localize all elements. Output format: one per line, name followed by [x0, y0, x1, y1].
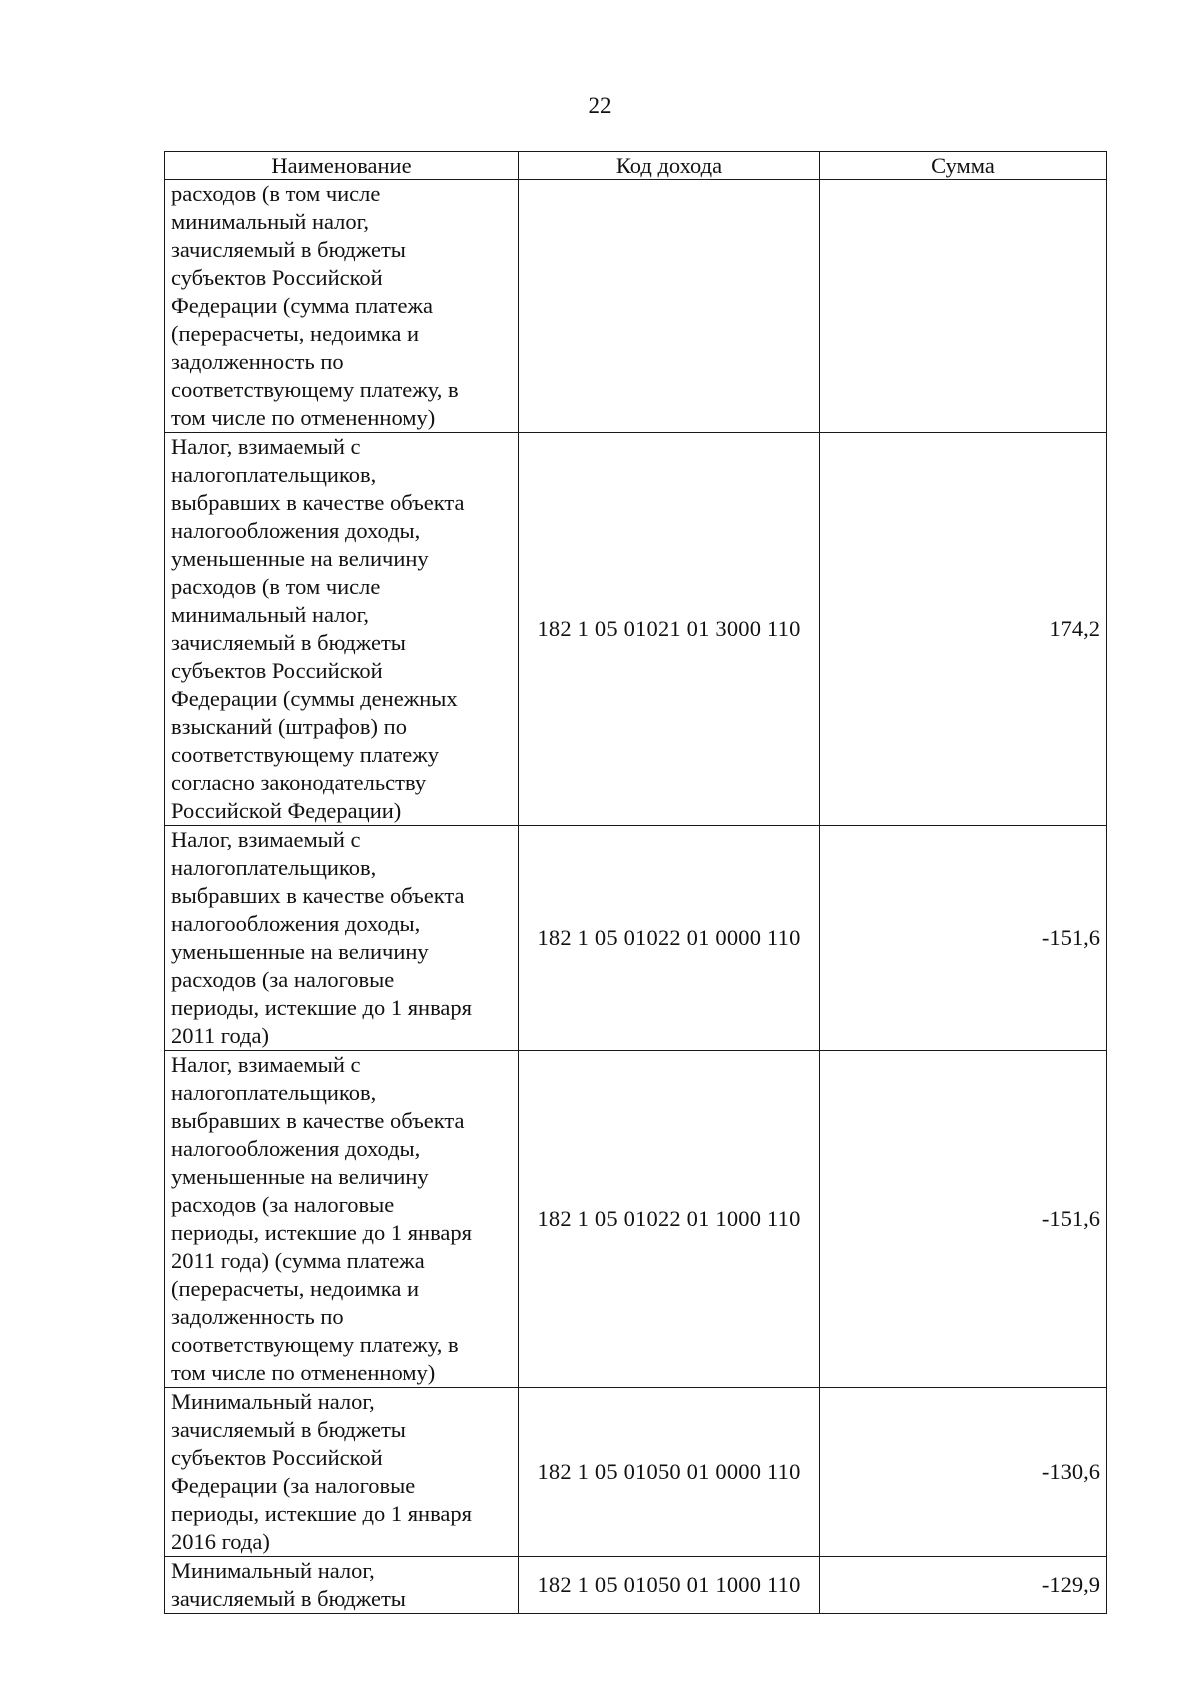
name-line: уменьшенные на величину: [171, 546, 429, 571]
name-line: Федерации (сумма платежа: [171, 293, 433, 318]
name-line: субъектов Российской: [171, 1445, 383, 1470]
name-line: Федерации (за налоговые: [171, 1473, 416, 1498]
name-line: том числе по отмененному): [171, 405, 436, 430]
name-line: расходов (в том числе: [171, 181, 381, 206]
table-row: [165, 180, 1107, 433]
sum-cell: [820, 180, 1107, 433]
name-cell: [165, 433, 519, 826]
name-line: налогоплательщиков,: [171, 1080, 377, 1105]
name-cell: [165, 180, 519, 433]
name-line: выбравших в качестве объекта: [171, 1108, 465, 1133]
sum-cell: -151,6: [820, 826, 1107, 1051]
name-line: 2011 года) (сумма платежа: [171, 1248, 425, 1273]
name-line: Минимальный налог,: [171, 1389, 375, 1414]
name-line: налогоплательщиков,: [171, 462, 377, 487]
code-cell: [519, 180, 820, 433]
header-sum: Сумма: [820, 152, 1107, 180]
name-line: задолженность по: [171, 349, 344, 374]
name-line: Налог, взимаемый с: [171, 434, 361, 459]
code-cell: 182 1 05 01022 01 1000 110: [519, 1051, 820, 1388]
name-line: минимальный налог,: [171, 602, 369, 627]
name-line: расходов (за налоговые: [171, 967, 395, 992]
table-header-row: [165, 152, 1107, 180]
name-line: Минимальный налог,: [171, 1558, 375, 1583]
name-line: том числе по отмененному): [171, 1360, 436, 1385]
name-line: согласно законодательству: [171, 770, 427, 795]
name-line: (перерасчеты, недоимка и: [171, 1276, 419, 1301]
name-line: Налог, взимаемый с: [171, 1052, 361, 1077]
name-line: налогообложения доходы,: [171, 518, 421, 543]
name-line: периоды, истекшие до 1 января: [171, 1220, 472, 1245]
name-line: Налог, взимаемый с: [171, 827, 361, 852]
name-line: уменьшенные на величину: [171, 939, 429, 964]
page-number: 22: [588, 93, 612, 118]
table-row: [165, 1557, 1107, 1614]
name-cell: [165, 1388, 519, 1557]
name-line: субъектов Российской: [171, 658, 383, 683]
table-row: [165, 1388, 1107, 1557]
name-line: задолженность по: [171, 1304, 344, 1329]
name-line: налогообложения доходы,: [171, 1136, 421, 1161]
name-line: соответствующему платежу: [171, 742, 440, 767]
name-line: налогообложения доходы,: [171, 911, 421, 936]
code-cell: 182 1 05 01021 01 3000 110: [519, 433, 820, 826]
sum-cell: -130,6: [820, 1388, 1107, 1557]
name-cell: [165, 826, 519, 1051]
table-row: [165, 1051, 1107, 1388]
header-code: Код дохода: [519, 152, 820, 180]
name-line: Российской Федерации): [171, 798, 402, 823]
header-name: Наименование: [165, 152, 519, 180]
name-line: Федерации (суммы денежных: [171, 686, 458, 711]
name-line: соответствующему платежу, в: [171, 1332, 459, 1357]
name-line: минимальный налог,: [171, 209, 369, 234]
name-line: зачисляемый в бюджеты: [171, 630, 406, 655]
name-line: взысканий (штрафов) по: [171, 714, 407, 739]
name-line: расходов (за налоговые: [171, 1192, 395, 1217]
income-table: [164, 151, 1107, 1614]
name-line: зачисляемый в бюджеты: [171, 1586, 406, 1611]
name-line: субъектов Российской: [171, 265, 383, 290]
name-line: выбравших в качестве объекта: [171, 883, 465, 908]
table-row: [165, 826, 1107, 1051]
name-line: зачисляемый в бюджеты: [171, 1417, 406, 1442]
name-line: уменьшенные на величину: [171, 1164, 429, 1189]
name-line: соответствующему платежу, в: [171, 377, 459, 402]
name-line: выбравших в качестве объекта: [171, 490, 465, 515]
table-row: [165, 433, 1107, 826]
sum-cell: -151,6: [820, 1051, 1107, 1388]
code-cell: 182 1 05 01050 01 0000 110: [519, 1388, 820, 1557]
name-line: зачисляемый в бюджеты: [171, 237, 406, 262]
name-line: 2011 года): [171, 1023, 269, 1048]
name-cell: [165, 1557, 519, 1614]
sum-cell: -129,9: [820, 1557, 1107, 1614]
name-line: периоды, истекшие до 1 января: [171, 1501, 472, 1526]
name-line: 2016 года): [171, 1529, 270, 1554]
name-line: (перерасчеты, недоимка и: [171, 321, 419, 346]
name-line: периоды, истекшие до 1 января: [171, 995, 472, 1020]
code-cell: 182 1 05 01050 01 1000 110: [519, 1557, 820, 1614]
sum-cell: 174,2: [820, 433, 1107, 826]
name-line: расходов (в том числе: [171, 574, 381, 599]
name-line: налогоплательщиков,: [171, 855, 377, 880]
code-cell: 182 1 05 01022 01 0000 110: [519, 826, 820, 1051]
name-cell: [165, 1051, 519, 1388]
